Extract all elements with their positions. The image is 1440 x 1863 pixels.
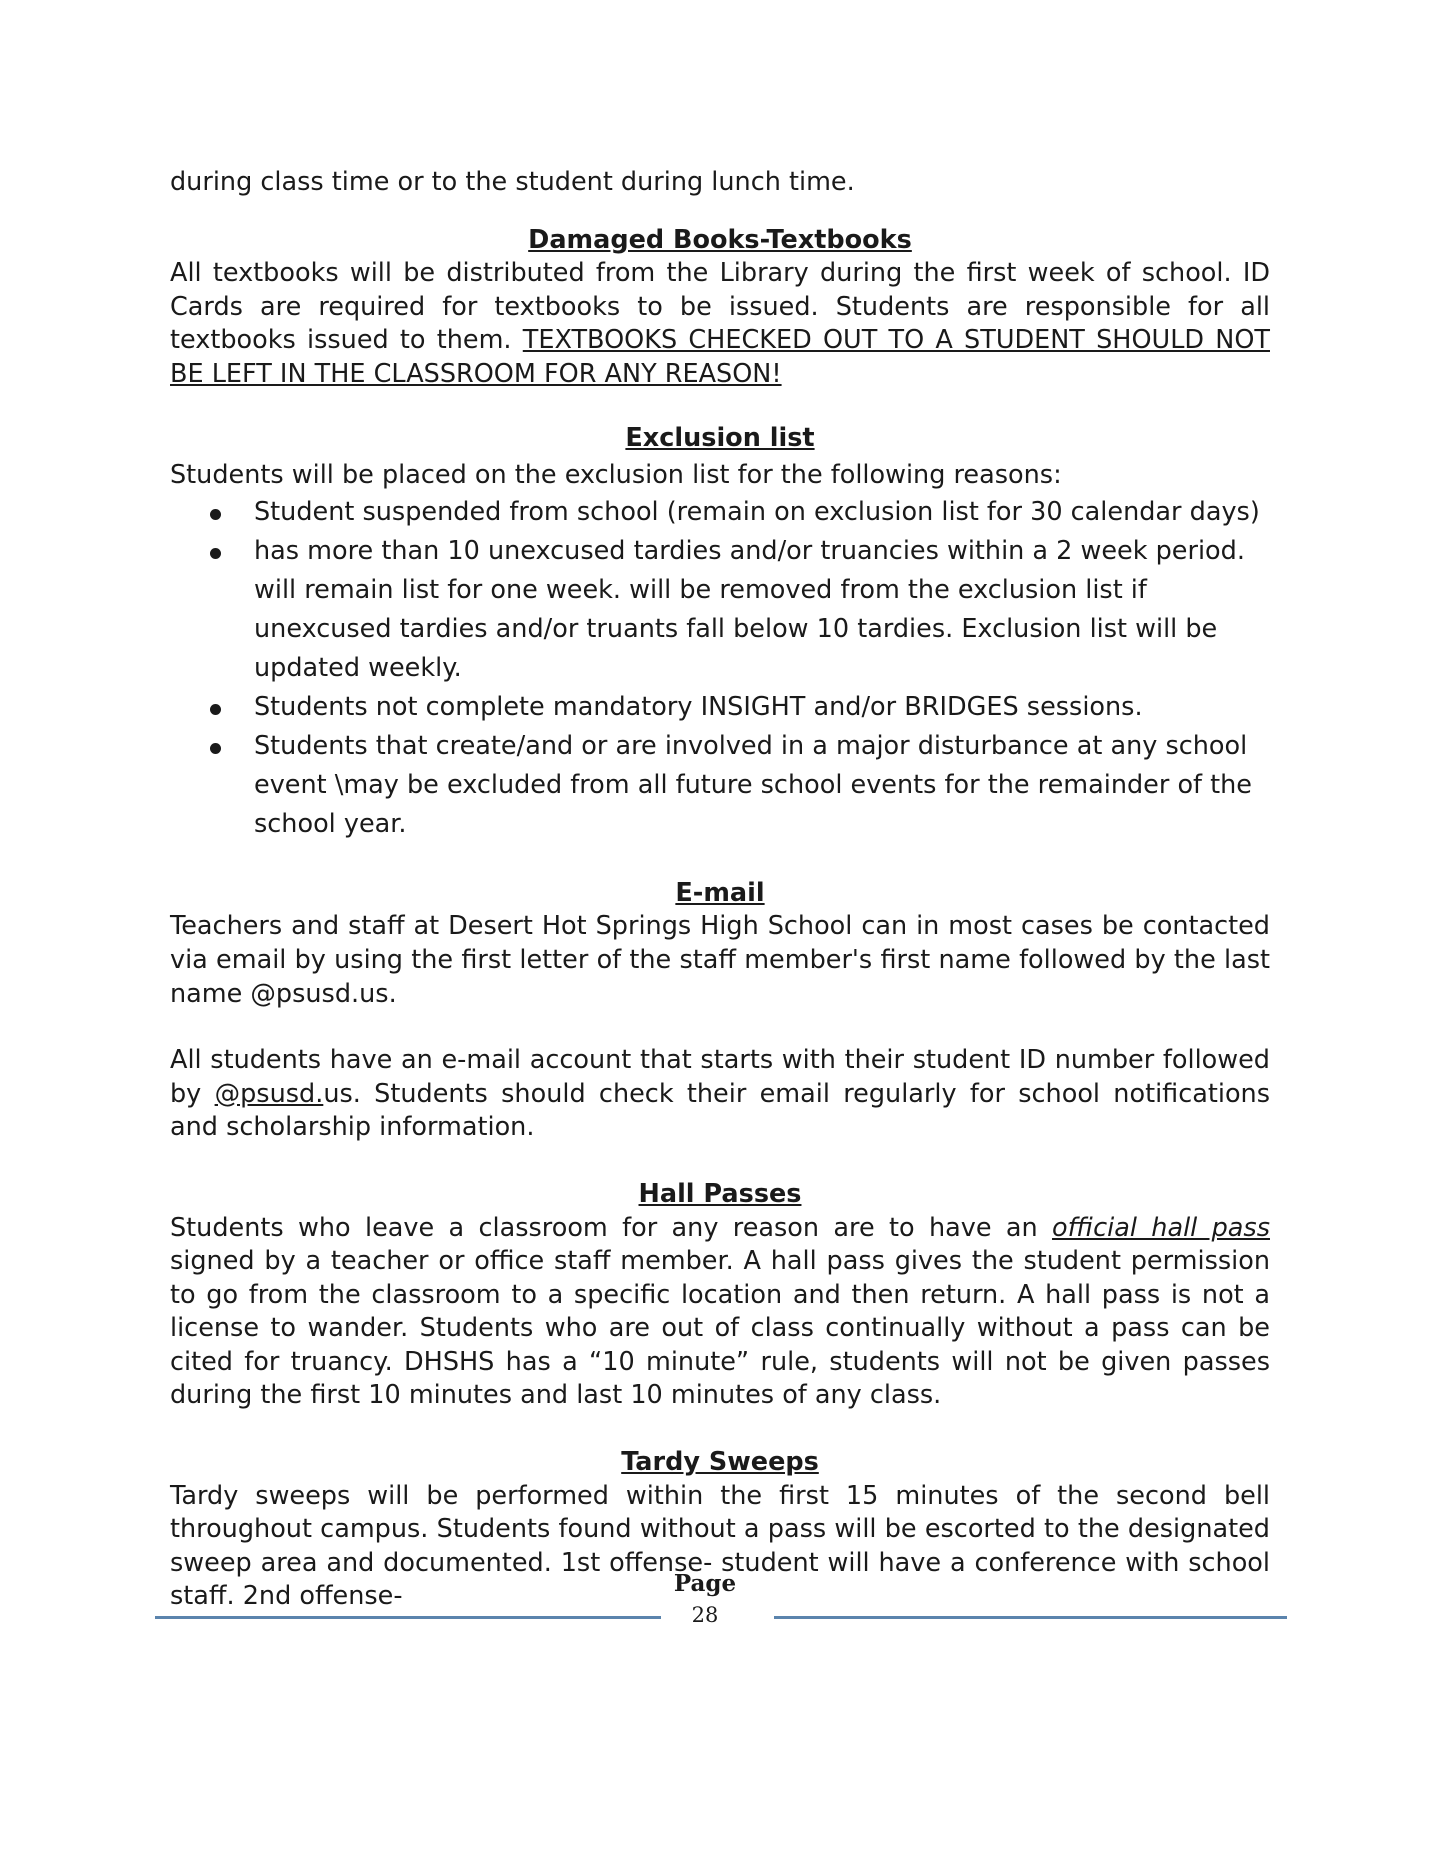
section-heading-exclusion-list: Exclusion list — [625, 422, 815, 453]
footer-rule-right — [774, 1616, 1287, 1619]
damaged-books-paragraph — [170, 257, 1270, 391]
list-item-text: has more than 10 unexcused tardies and/or truancies within a 2 week period. will remain list for one week. will be removed from the exclusion list if unexcused tardies and/or truants fall below 10 tardies. Exclusion list will be updated weekly. — [254, 535, 1245, 683]
exclusion-list-section — [170, 422, 1270, 844]
section-heading-damaged-books: Damaged Books-Textbooks — [528, 224, 912, 255]
spacer — [170, 1145, 1270, 1178]
page-footer — [0, 1570, 1440, 1640]
exclusion-list-items — [170, 493, 1270, 844]
list-item — [254, 532, 1270, 688]
email-text: us. Students should check their email regularly for school notifications and scholarship information. — [170, 1078, 1270, 1143]
email-domain-link[interactable]: @psusd. — [214, 1078, 324, 1109]
email-text: All students have an e-mail account that starts with their student ID number followed by — [170, 1045, 1270, 1109]
bullet-icon — [210, 509, 221, 520]
hall-passes-section — [170, 1178, 1270, 1413]
list-item — [254, 688, 1270, 727]
email-paragraph-staff: Teachers and staff at Desert Hot Springs High School can in most cases be contacted via email by using the first letter of the staff member's first name followed by the last name @psusd.us. — [170, 911, 1270, 1009]
footer-rule-left — [155, 1616, 661, 1619]
hall-passes-text: Students who leave a classroom for any reason are to have an — [170, 1212, 1053, 1243]
bullet-icon — [210, 743, 221, 754]
list-item-text: Students that create/and or are involved in a major disturbance at any school event \may be excluded from all future school events for the remainder of the school year. — [254, 730, 1252, 839]
hall-passes-text: signed by a teacher or office staff member. A hall pass gives the student permission to go from the classroom to a specific location and then return. A hall pass is not a license to wander. Students who are out of class continually without a pass can be cited for truancy. DHSHS has a “10 minute” rule, students will not be given passes during the first 10 minutes and last 10 minutes of any class. — [170, 1246, 1270, 1411]
hall-passes-paragraph — [170, 1212, 1270, 1414]
list-item-text: Student suspended from school (remain on exclusion list for 30 calendar days) — [254, 496, 1260, 527]
bullet-icon — [210, 548, 221, 559]
list-item-text: Students not complete mandatory INSIGHT and/or BRIDGES sessions. — [254, 691, 1143, 722]
spacer — [170, 392, 1270, 422]
section-heading-tardy-sweeps: Tardy Sweeps — [621, 1447, 819, 1478]
page-number: 28 — [691, 1603, 719, 1627]
damaged-books-section — [170, 224, 1270, 392]
list-item — [254, 727, 1270, 844]
page-label: Page — [673, 1570, 737, 1597]
spacer — [170, 1413, 1270, 1446]
official-hall-pass-emphasis: official hall pass — [1052, 1212, 1270, 1243]
exclusion-list-intro: Students will be placed on the exclusion list for the following reasons: — [170, 460, 1062, 491]
list-item — [254, 493, 1270, 532]
damaged-books-text: All textbooks will be distributed from the Library during the first week of school. ID Cards are required for textbooks to be issued. Students are responsible for all textbooks issued to them. — [170, 258, 1270, 356]
email-paragraph-students — [170, 1044, 1270, 1145]
spacer — [170, 200, 1270, 224]
spacer — [170, 844, 1270, 877]
tardy-sweeps-paragraph: Tardy sweeps will be performed within the first 15 minutes of the second bell throughout campus. Students found without a pass will be escorted to the designated sweep area and documented. 1st offense- student will have a conference with school staff. 2nd offense- — [170, 1480, 1270, 1612]
bullet-icon — [210, 704, 221, 715]
section-heading-hall-passes: Hall Passes — [638, 1178, 802, 1209]
section-heading-email: E-mail — [675, 877, 765, 908]
damaged-books-warning: TEXTBOOKS CHECKED OUT TO A STUDENT SHOULD NOT BE LEFT IN THE CLASSROOM FOR ANY REASON! — [170, 325, 1270, 389]
email-section — [170, 877, 1270, 1145]
spacer — [170, 1011, 1270, 1044]
document-body — [170, 166, 1270, 1614]
intro-line: during class time or to the student during lunch time. — [170, 167, 855, 197]
